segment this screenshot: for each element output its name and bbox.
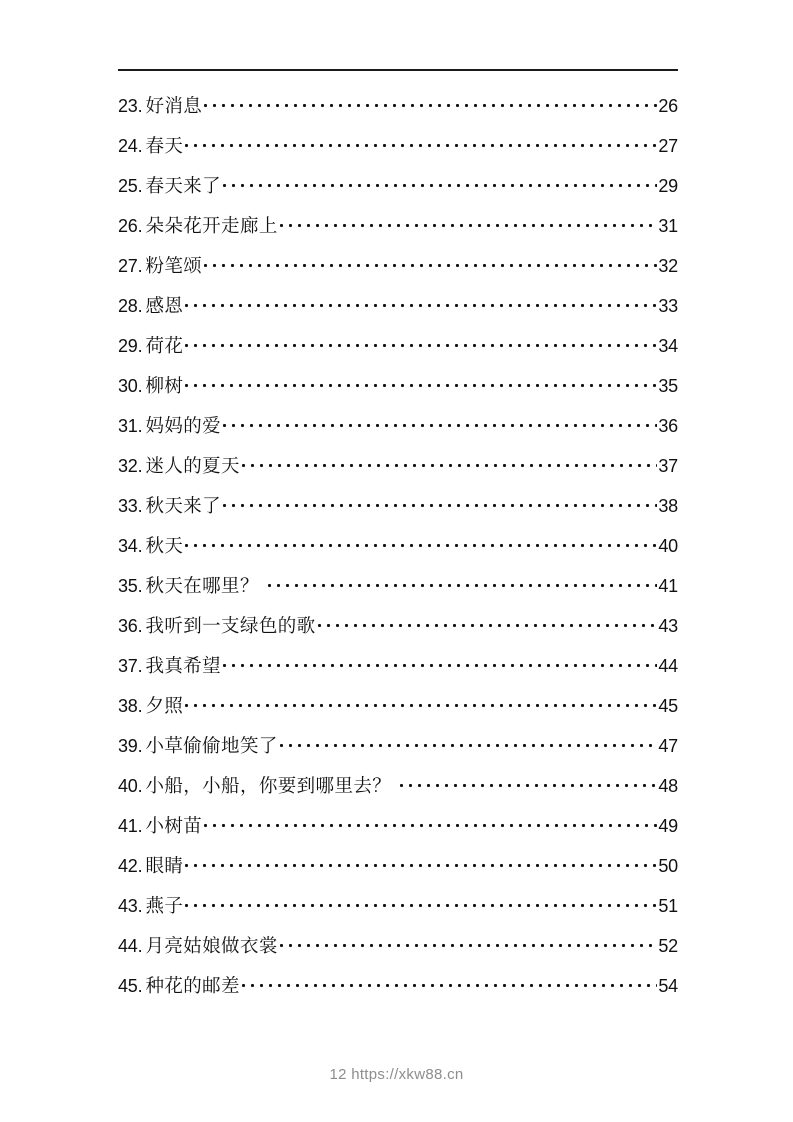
dot-leader [242,454,657,472]
toc-entry-page-number: 50 [658,856,678,876]
toc-entry-page-number: 36 [658,416,678,436]
toc-entry-title: 小树苗 [145,816,203,837]
toc-entry[interactable] [118,292,678,332]
toc-entry[interactable] [118,412,678,452]
toc-entry-title: 好消息 [145,96,203,117]
toc-entry[interactable] [118,492,678,532]
toc-entry[interactable] [118,172,678,212]
toc-entry-number: 31. [118,416,143,436]
toc-entry-title: 秋天 [145,536,184,557]
dot-leader [400,774,657,792]
dot-leader [185,134,657,152]
toc-entry-number: 45. [118,976,143,996]
toc-entry-number: 36. [118,616,143,636]
toc-entry-title: 我听到一支绿色的歌 [145,616,316,637]
toc-entry-title: 夕照 [145,696,184,717]
toc-entry-number: 27. [118,256,143,276]
toc-entry-title: 感恩 [145,296,184,317]
dot-leader [268,574,658,592]
toc-entry-number: 24. [118,136,143,156]
toc-entry-title: 荷花 [145,336,184,357]
toc-entry[interactable] [118,572,678,612]
dot-leader [185,854,657,872]
toc-entry-page-number: 54 [658,976,678,996]
toc-entry-page-number: 41 [658,576,678,596]
toc-entry[interactable] [118,772,678,812]
toc-entry-page-number: 51 [658,896,678,916]
toc-entry-number: 37. [118,656,143,676]
dot-leader [318,614,658,632]
toc-entry-number: 30. [118,376,143,396]
toc-entry-page-number: 47 [658,736,678,756]
dot-leader [185,894,657,912]
dot-leader [223,494,657,512]
dot-leader [280,734,658,752]
dot-leader [185,334,657,352]
toc-entry-title: 秋天在哪里？ [145,576,259,597]
dot-leader [185,534,657,552]
page-footer [0,1066,793,1084]
toc-entry-page-number: 45 [658,696,678,716]
toc-entry-title: 月亮姑娘做衣裳 [145,936,278,957]
toc-entry-title: 朵朵花开走廊上 [145,216,278,237]
toc-entry-page-number: 38 [658,496,678,516]
toc-entry-number: 39. [118,736,143,756]
dot-leader [204,254,657,272]
toc-entry-title: 眼睛 [145,856,184,877]
toc-entry[interactable] [118,732,678,772]
toc-entry[interactable] [118,812,678,852]
dot-leader [185,694,657,712]
toc-entry-title: 小船，小船，你要到哪里去？ [145,776,392,797]
toc-entry-number: 41. [118,816,143,836]
toc-entry-page-number: 31 [658,216,678,236]
toc-entry-page-number: 52 [658,936,678,956]
toc-entry-page-number: 37 [658,456,678,476]
toc-entry-number: 28. [118,296,143,316]
toc-entry-page-number: 29 [658,176,678,196]
toc-entry-number: 33. [118,496,143,516]
toc-entry-page-number: 33 [658,296,678,316]
toc-entry-page-number: 27 [658,136,678,156]
toc-entry-title: 春天 [145,136,184,157]
dot-leader [204,814,657,832]
toc-entry-page-number: 35 [658,376,678,396]
toc-entry-number: 44. [118,936,143,956]
toc-entry[interactable] [118,532,678,572]
toc-entry-number: 35. [118,576,143,596]
dot-leader [223,414,657,432]
toc-entry[interactable] [118,332,678,372]
dot-leader [280,934,658,952]
toc-entry-title: 妈妈的爱 [145,416,222,437]
toc-entry-number: 40. [118,776,143,796]
toc-entry[interactable] [118,612,678,652]
toc-entry-page-number: 26 [658,96,678,116]
toc-entry-number: 25. [118,176,143,196]
toc-entry-page-number: 40 [658,536,678,556]
toc-entry[interactable] [118,932,678,972]
table-of-contents-list [118,92,678,1012]
toc-entry-number: 43. [118,896,143,916]
toc-entry[interactable] [118,452,678,492]
toc-entry-page-number: 48 [658,776,678,796]
toc-entry[interactable] [118,92,678,132]
toc-entry-title: 春天来了 [145,176,222,197]
toc-entry-number: 32. [118,456,143,476]
dot-leader [185,374,657,392]
toc-entry-title: 秋天来了 [145,496,222,517]
toc-entry-title: 燕子 [145,896,184,917]
toc-entry[interactable] [118,972,678,1012]
toc-entry[interactable] [118,852,678,892]
toc-entry-page-number: 44 [658,656,678,676]
toc-entry-page-number: 34 [658,336,678,356]
toc-entry-page-number: 32 [658,256,678,276]
toc-entry[interactable] [118,132,678,172]
toc-entry-title: 我真希望 [145,656,222,677]
toc-entry-number: 34. [118,536,143,556]
toc-entry[interactable] [118,372,678,412]
toc-entry-number: 26. [118,216,143,236]
toc-entry-title: 种花的邮差 [145,976,240,997]
dot-leader [223,654,657,672]
toc-entry-title: 小草偷偷地笑了 [145,736,278,757]
toc-entry-title: 柳树 [145,376,184,397]
dot-leader [280,214,658,232]
toc-entry-number: 42. [118,856,143,876]
toc-entry[interactable] [118,252,678,292]
dot-leader [242,974,657,992]
dot-leader [185,294,657,312]
toc-entry-number: 38. [118,696,143,716]
toc-entry[interactable] [118,652,678,692]
toc-entry-page-number: 43 [658,616,678,636]
toc-entry-number: 23. [118,96,143,116]
toc-entry[interactable] [118,212,678,252]
toc-entry[interactable] [118,692,678,732]
toc-entry-title: 迷人的夏天 [145,456,240,477]
dot-leader [204,94,657,112]
toc-entry-number: 29. [118,336,143,356]
toc-entry-title: 粉笔颂 [145,256,203,277]
toc-entry-page-number: 49 [658,816,678,836]
toc-entry[interactable] [118,892,678,932]
footer-watermark: 12 https://xkw88.cn [329,1066,464,1083]
header-divider [118,69,678,71]
dot-leader [223,174,657,192]
